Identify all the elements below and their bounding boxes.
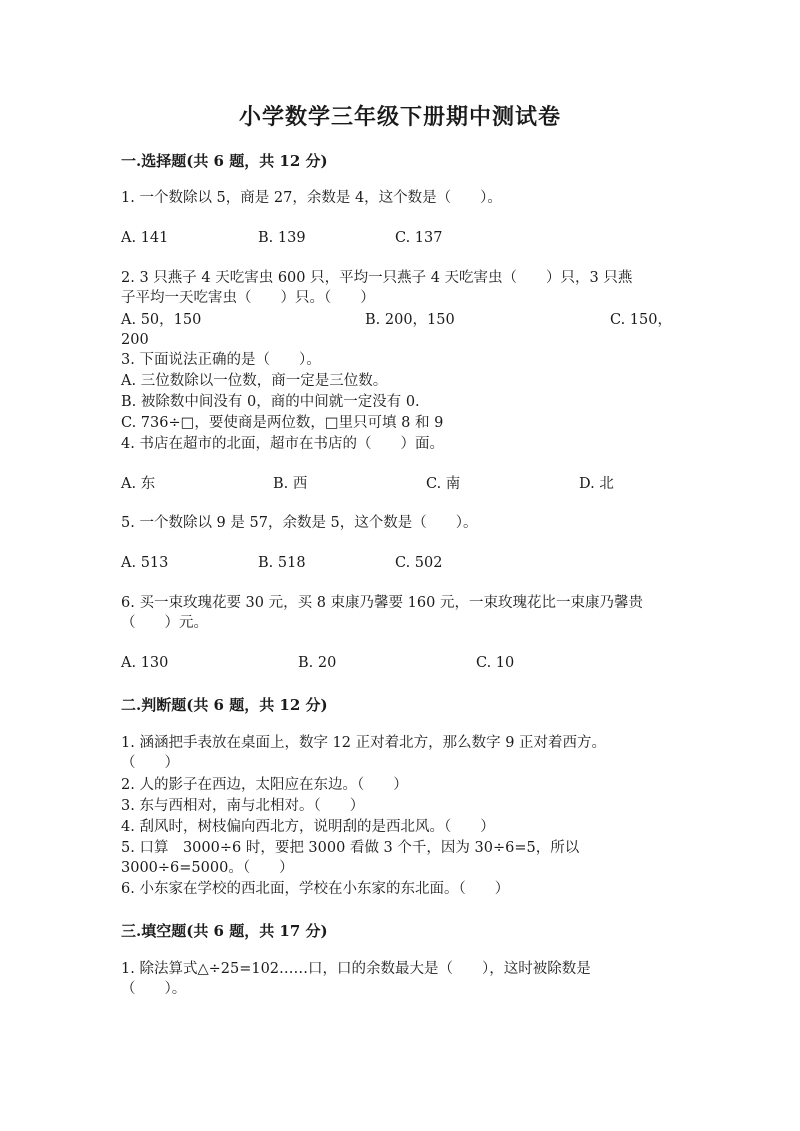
page-title: 小学数学三年级下册期中测试卷 <box>238 104 561 130</box>
question-text-continued: （ ）元。 <box>121 615 208 631</box>
question-text: 2. 3 只燕子 4 天吃害虫 600 只，平均一只燕子 4 天吃害虫（ ）只，3 只燕 <box>121 270 633 286</box>
judgment-line: 2. 人的影子在西边，太阳应在东边。（ ） <box>121 777 408 793</box>
section-heading-fill: 三.填空题(共 6 题，共 17 分) <box>121 922 328 940</box>
option-b: B. 西 <box>273 476 308 492</box>
option-a: A. 三位数除以一位数，商一定是三位数。 <box>121 373 388 389</box>
option-a: A. 50，150 <box>121 312 202 328</box>
section-heading-judgment: 二.判断题(共 6 题，共 12 分) <box>121 696 328 714</box>
question-text: 6. 买一束玫瑰花要 30 元，买 8 束康乃馨要 160 元，一束玫瑰花比一束康乃馨贵 <box>121 595 643 611</box>
option-c: C. 南 <box>426 476 461 492</box>
judgment-line: 1. 涵涵把手表放在桌面上，数字 12 正对着北方，那么数字 9 正对着西方。 <box>121 735 607 751</box>
section-heading-choice: 一.选择题(共 6 题，共 12 分) <box>121 152 328 170</box>
option-a: A. 东 <box>121 476 156 492</box>
fill-line: 1. 除法算式△÷25=102……口，口的余数最大是（ ），这时被除数是 <box>121 961 591 977</box>
judgment-line: 3000÷6=5000。（ ） <box>121 860 294 876</box>
option-c: C. 150， <box>610 312 672 328</box>
option-b: B. 139 <box>258 230 306 246</box>
option-a: A. 130 <box>121 655 169 671</box>
question-text: 5. 一个数除以 9 是 57，余数是 5，这个数是（ ）。 <box>121 515 478 531</box>
option-b: B. 200，150 <box>365 312 455 328</box>
option-c: C. 137 <box>395 230 443 246</box>
fill-line: （ ）。 <box>121 981 187 997</box>
judgment-line: （ ） <box>121 755 179 771</box>
judgment-line: 6. 小东家在学校的西北面，学校在小东家的东北面。（ ） <box>121 881 510 897</box>
question-text: 3. 下面说法正确的是（ ）。 <box>121 352 321 368</box>
option-c: C. 502 <box>395 555 443 571</box>
option-b: B. 被除数中间没有 0，商的中间就一定没有 0. <box>121 394 420 410</box>
option-c: C. 10 <box>476 655 515 671</box>
option-a: A. 141 <box>121 230 169 246</box>
option-b: B. 20 <box>298 655 337 671</box>
option-a: A. 513 <box>121 555 169 571</box>
question-text-continued: 子平均一天吃害虫（ ）只。（ ） <box>121 290 375 306</box>
judgment-line: 3. 东与西相对，南与北相对。（ ） <box>121 798 365 814</box>
option-b: B. 518 <box>258 555 306 571</box>
option-d: D. 北 <box>579 476 614 492</box>
option-c: C. 736÷□，要使商是两位数，□里只可填 8 和 9 <box>121 415 444 431</box>
judgment-line: 5. 口算 3000÷6 时，要把 3000 看做 3 个千，因为 30÷6=5，所以 <box>121 840 580 856</box>
judgment-line: 4. 刮风时，树枝偏向西北方，说明刮的是西北风。（ ） <box>121 819 495 835</box>
option-c-continued: 200 <box>121 332 149 348</box>
question-text: 4. 书店在超市的北面，超市在书店的（ ）面。 <box>121 436 444 452</box>
question-text: 1. 一个数除以 5，商是 27，余数是 4，这个数是（ ）。 <box>121 190 502 206</box>
